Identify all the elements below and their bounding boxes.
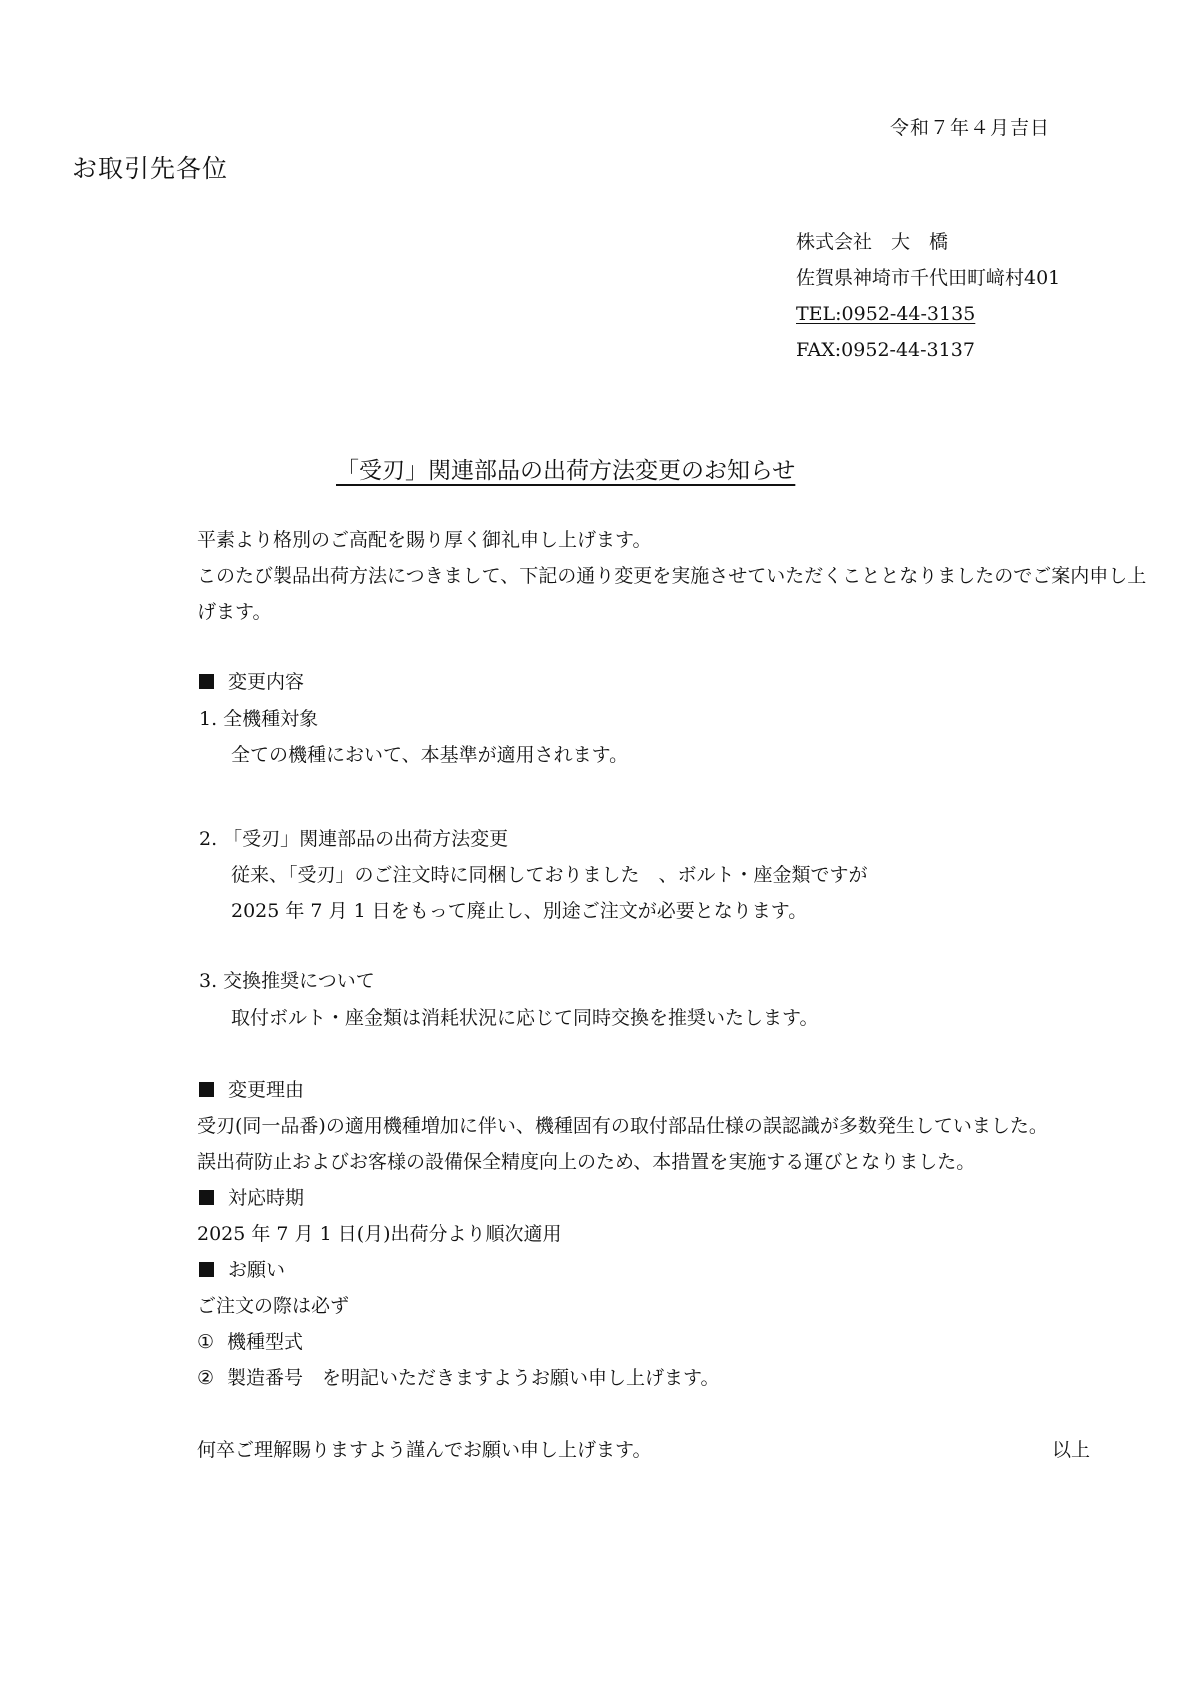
timing-heading-label: 対応時期 bbox=[228, 1187, 305, 1209]
reason-heading bbox=[199, 1078, 304, 1102]
change-item-3-title: 3. 交換推奨について bbox=[199, 970, 375, 992]
intro-line-1: 平素より格別のご高配を賜り厚く御礼申し上げます。 bbox=[197, 529, 652, 551]
request-item-2-mark: ② bbox=[197, 1367, 215, 1389]
change-item-1-text: 全ての機種において、本基準が適用されます。 bbox=[231, 744, 629, 766]
request-heading bbox=[199, 1258, 285, 1282]
change-heading-label: 変更内容 bbox=[228, 671, 305, 693]
issue-date: 令和７年４月吉日 bbox=[889, 117, 1050, 139]
sender-tel: TEL:0952-44-3135 bbox=[796, 303, 976, 325]
reason-line-2: 誤出荷防止およびお客様の設備保全精度向上のため、本措置を実施する運びとなりました。 bbox=[197, 1151, 976, 1173]
request-item-2-text: 製造番号 を明記いただきますようお願い申し上げます。 bbox=[227, 1367, 720, 1389]
timing-line-1: 2025 年 7 月 1 日(月)出荷分より順次適用 bbox=[197, 1223, 562, 1245]
change-item-2-text-2: 2025 年 7 月 1 日をもって廃止し、別途ご注文が必要となります。 bbox=[231, 900, 808, 922]
request-item-1 bbox=[197, 1330, 303, 1354]
sender-fax: FAX:0952-44-3137 bbox=[796, 339, 975, 361]
request-item-1-text: 機種型式 bbox=[227, 1331, 304, 1353]
square-bullet-icon bbox=[199, 1262, 214, 1277]
timing-heading bbox=[199, 1186, 304, 1210]
change-item-3-text: 取付ボルト・座金類は消耗状況に応じて同時交換を推奨いたします。 bbox=[231, 1007, 819, 1029]
document-title: 「受刃」関連部品の出荷方法変更のお知らせ bbox=[336, 458, 796, 484]
closing-line: 何卒ご理解賜りますよう謹んでお願い申し上げます。 bbox=[197, 1439, 652, 1461]
end-mark: 以上 bbox=[1052, 1439, 1091, 1461]
request-heading-label: お願い bbox=[228, 1259, 286, 1281]
change-item-2-text-1: 従来、「受刃」のご注文時に同梱しておりました 、ボルト・座金類ですが bbox=[231, 864, 868, 886]
sender-block bbox=[796, 230, 1060, 374]
recipient: お取引先各位 bbox=[72, 154, 229, 183]
square-bullet-icon bbox=[199, 674, 214, 689]
request-item-2 bbox=[197, 1366, 719, 1390]
change-item-2-title: 2. 「受刃」関連部品の出荷方法変更 bbox=[199, 828, 509, 850]
sender-company: 株式会社 大 橋 bbox=[796, 231, 949, 253]
intro-line-2: このたび製品出荷方法につきまして、下記の通り変更を実施させていただくこととなりましたのでご案内申し上 bbox=[197, 565, 1147, 587]
square-bullet-icon bbox=[199, 1190, 214, 1205]
reason-heading-label: 変更理由 bbox=[228, 1079, 305, 1101]
reason-line-1: 受刃(同一品番)の適用機種増加に伴い、機種固有の取付部品仕様の誤認識が多数発生していました。 bbox=[197, 1115, 1048, 1137]
request-line-1: ご注文の際は必ず bbox=[197, 1295, 350, 1317]
square-bullet-icon bbox=[199, 1082, 214, 1097]
change-item-1-title: 1. 全機種対象 bbox=[199, 708, 319, 730]
request-item-1-mark: ① bbox=[197, 1331, 215, 1353]
intro-line-3: げます。 bbox=[197, 601, 272, 623]
change-heading bbox=[199, 670, 304, 694]
sender-address: 佐賀県神埼市千代田町﨑村401 bbox=[796, 267, 1061, 289]
